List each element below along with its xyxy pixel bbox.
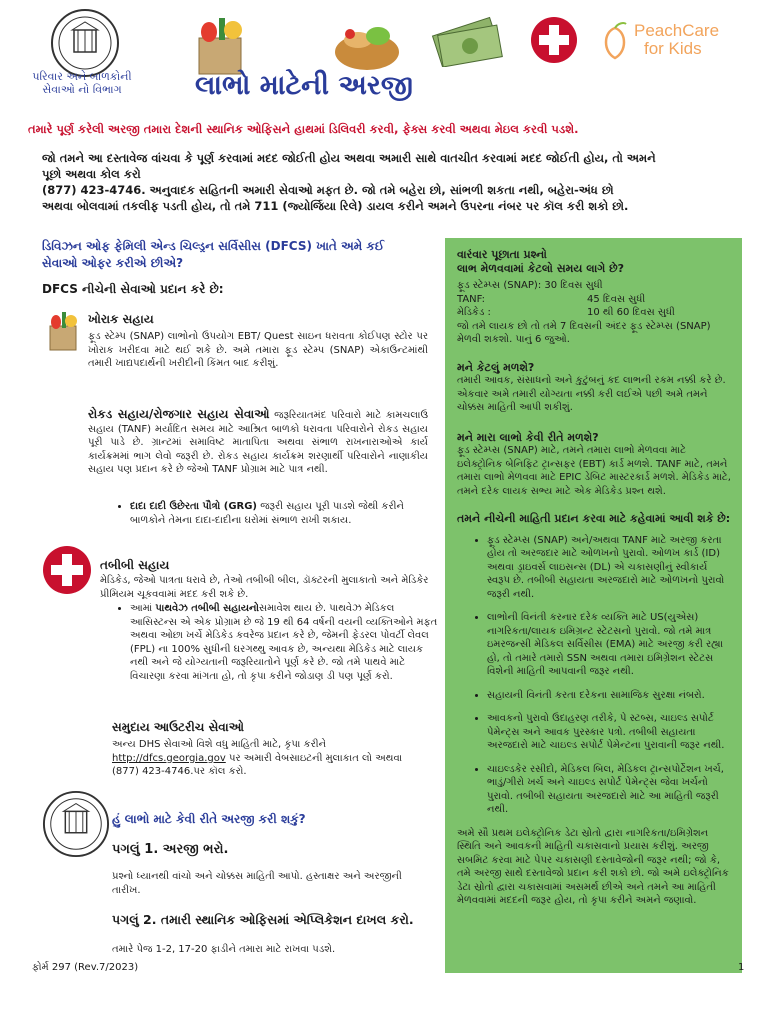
- help-line-4: અથવા બોલવામાં તકલીફ પડતી હોય, તો તમે 711 (જ્યોર્જિયા રિલે) ડાયલ કરીને અમને ઉપરના નંબર પર કૉલ કરી શકો છો.: [42, 199, 629, 213]
- food-assistance-text: ફૂડ સ્ટેમ્પ (SNAP) લાભોનો ઉપયોગ EBT/ Quest સાઇન ધરાવતા કોઈપણ સ્ટોર પર ખોરાક ખરીદવા માટે થઈ શકે છે. અમે તમારા ફૂડ સ્ટેમ્પ (SNAP) એકાઉન્ટમાંથી તમારી ખાદ્યપદાર્થની ખરીદીની કિંમત બાદ કરીશું.: [88, 331, 428, 369]
- faq-question-1: લાભ મેળવવામાં કેટલો સમય લાગે છે?: [457, 261, 625, 275]
- community-line-3: (877) 423-4746.પર કૉલ કરો.: [112, 766, 247, 777]
- medical-assistance-title: તબીબી સહાય: [100, 558, 170, 572]
- tanf-label: TANF:: [457, 293, 485, 305]
- cash-assistance-block: [88, 408, 428, 477]
- page-number: 1: [738, 962, 745, 973]
- faq-answer-3: ફૂડ સ્ટેમ્પ્સ (SNAP) માટે, તમને તમારા લાભો મેળવવા માટે ઇલેક્ટ્રોનિક બેનિફિટ ટ્રાન્સફર (EBT) કાર્ડ મળશે. TANF માટે, તમને તમારા લાભો મેળવવા માટે EPIC ડેબિટ માસ્ટરકાર્ડ મળશે. મેડિકેડ માટે, તમને દરેક લાયક સભ્ય માટે એક મેડિકેડ પ્રશ્ન થશે.: [457, 445, 731, 497]
- help-line-1: જો તમને આ દસ્તાવેજ વાંચવા કે પૂર્ણ કરવામાં મદદ જોઈતી હોય અથવા અમારી સાથે વાતચીત કરવામાં મદદ જોઈતી હોય, તો અમને: [42, 151, 656, 165]
- help-line-2: પૂછો અથવા કોલ કરો: [42, 167, 141, 181]
- medicaid-value: 10 થી 60 દિવસ સુધી: [587, 307, 675, 318]
- faq-question-4: તમને નીચેની માહિતી પ્રદાન કરવા માટે કહેવામાં આવી શકે છે:: [457, 512, 731, 525]
- food-assistance-title: ખોરાક સહાય: [88, 312, 154, 326]
- peachcare-logo: [600, 18, 750, 68]
- community-outreach-title: સમુદાય આઉટરીચ સેવાઓ: [112, 720, 244, 734]
- georgia-seal-top: [50, 8, 120, 78]
- required-info-item: • ફૂડ સ્ટેમ્પ્સ (SNAP) અને/અથવા TANF માટે અરજી કરતા હોય તો અરજદાર માટે ઓળખનો પુરાવો. ઓળખ કાર્ડ (ID) અથવા ડ્રાઇવર્સ લાઇસન્સ (DL) એ ચકાસણીનું સ્વીકાર્ય સ્વરૂપ છે. તબીબી સહાયતા અરજદારો માટે ઓળખનો પુરાવો જરૂરી નથી.: [487, 534, 732, 602]
- tanf-timeline: [457, 293, 732, 307]
- faq-heading: વારંવાર પૂછાતા પ્રશ્નો: [457, 248, 547, 261]
- peachcare-tagline: for Kids: [644, 39, 702, 58]
- faq-answer-1: જો તમે લાયક છો તો તમે 7 દિવસની અંદર ફૂડ સ્ટેમ્પ્સ (SNAP) મેળવી શકશો. પાનું 6 જુઓ.: [457, 320, 711, 345]
- required-info-item: • લાભોની વિનંતી કરનાર દરેક વ્યક્તિ માટે US(યુએસ) નાગરિકતા/લાયક ઇમિગ્રન્ટ સ્ટેટસનો પુરાવો. જો તમે માત્ર ઇમરજન્સી મેડિકલ સર્વિસીસ (EMA) માટે અરજી કરી રહ્યા હો, તો તમારે તમારો SSN અથવા તમારા ઇમિગ્રેશન સ્ટેટસ વિશેની માહિતી આપવાની જરૂર નથી.: [487, 611, 732, 679]
- medicaid-timeline: [457, 306, 732, 320]
- grg-bullet-title: દાદા દાદી ઉછેરતા પૌત્રો (GRG): [130, 501, 258, 512]
- how-to-apply-heading: હું લાભો માટે કેવી રીતે અરજી કરી શકું?: [112, 812, 306, 826]
- services-intro: DFCS નીચેની સેવાઓ પ્રદાન કરે છે:: [42, 282, 224, 296]
- cash-bullet-list: [112, 500, 440, 533]
- community-outreach-text: [112, 738, 422, 779]
- tanf-value: 45 દિવસ સુધી: [587, 293, 646, 305]
- faq-answer-2: તમારી આવક, સંસાધનો અને કુટુંબનું કદ લાભની રકમ નક્કી કરે છે. એકવાર અમે તમારી યોગ્યતા નક્કી કરી લઈએ પછી અમે તમને ચોક્કસ માહિતી આપી શકીશું.: [457, 375, 726, 413]
- pathways-bullet-title: પાથવેઝ તબીબી સહાયનો: [155, 603, 259, 614]
- grg-bullet-text: જરૂરી સહાય પૂરી પાડશે જેથી કરીને બાળકોને તેમના દાદા-દાદીના ઘરોમાં સંભાળ રાખી શકાય.: [130, 501, 404, 526]
- faq-question-3: મને મારા લાભો કેવી રીતે મળશે?: [457, 430, 599, 444]
- snap-timeline: ફૂડ સ્ટેમ્પ્સ (SNAP): 30 દિવસ સુધી: [457, 280, 603, 291]
- required-info-list: [457, 534, 732, 817]
- pathways-bullet-pre: આમાં: [130, 603, 153, 614]
- services-heading: ડિવિઝન ઓફ ફેમિલી એન્ડ ચિલ્ડ્રન સર્વિસીસ (DFCS) ખાતે અમે કઈ સેવાઓ ઓફર કરીએ છીએ?: [42, 239, 385, 270]
- dfcs-website-link[interactable]: http://dfcs.georgia.gov: [112, 752, 226, 764]
- grg-bullet: [130, 500, 440, 527]
- medical-cross-icon: [530, 16, 578, 64]
- form-number: ફોર્મ 297 (Rev.7/2023): [32, 962, 139, 973]
- department-name: પરિવાર અને બાળકોની સેવાઓ નો વિભાગ: [32, 70, 132, 96]
- community-line-1: અન્ય DHS સેવાઓ વિશે વધુ માહિતી માટે, કૃપા કરીને: [112, 739, 327, 750]
- medical-assistance-text: મેડિકેડ, જેઓ પાત્રતા ધરાવે છે, તેઓ તબીબી બીલ, ડૉક્ટરની મુલાકાતો અને મેડિકેર પ્રીમિયમ ચૂકવવામાં મદદ કરી શકે છે.: [100, 575, 429, 600]
- medicaid-label: મેડિકેડ :: [457, 307, 491, 318]
- delivery-notice: તમારે પૂર્ણ કરેલી અરજી તમારા દેશની સ્થાનિક ઓફિસને હાથમાં ડિલિવરી કરવી, ફેક્સ કરવી અથવા મેઇલ કરવી પડશે.: [28, 122, 579, 136]
- step-1-text: પ્રશ્નો ધ્યાનથી વાંચો અને ચોક્કસ માહિતી આપો. હસ્તાક્ષર અને અરજીની તારીખ.: [112, 871, 402, 896]
- grocery-bag-icon: [185, 12, 255, 77]
- faq-panel: [445, 238, 745, 973]
- grocery-bag-small-icon: [44, 310, 82, 352]
- page-title: લાભો માટેની અરજી: [195, 70, 413, 101]
- peachcare-name: PeachCare: [634, 21, 720, 40]
- medical-cross-small-icon: [42, 545, 92, 595]
- step-1-title: પગલું 1. અરજી ભરો.: [112, 842, 229, 857]
- help-line-3: (877) 423-4746. અનુવાદક સહિતની અમારી સેવાઓ મફત છે. જો તમે બહેરા છો, સાંભળી શકતા નથી, બહેરા-અંધ છો: [42, 183, 614, 197]
- cash-assistance-text: જરૂરિયાતમંદ પરિવારો માટે કામચલાઉ સહાય (TANF) મર્યાદિત સમય માટે આશ્રિત બાળકો ધરાવતા પરિવારોને રોકડ સહાય પૂરી પાડે છે. ગ્રાન્ટમાં સમાવિષ્ટ માતાપિતા અથવા સંભાળ રાખનારાઓએ કાર્ય કાર્યક્રમમાં ભાગ લેવો જરૂરી છે. રોકડ સહાય કાર્યક્રમ શરણાર્થી પરિવારોને નાણાકીય સહાય પણ પ્રદાન કરે છે જેઓ TANF પ્રોગ્રામ માટે પાત્ર નથી.: [88, 410, 428, 475]
- required-info-item: • ચાઇલ્ડકેર રસીદો, મેડિકલ બિલ, મેડિકલ ટ્રાન્સપોર્ટેશન ખર્ચ, ભાડું/ગીરો ખર્ચ અને ચાઇલ્ડ સપોર્ટ પેમેન્ટ્સ જેવા ખર્ચનો પુરાવો. તબીબી સહાયતા અરજદારો માટે આ માહિતી જરૂરી નથી.: [487, 763, 732, 817]
- bread-basket-icon: [330, 14, 405, 74]
- help-notice: [42, 150, 742, 214]
- medical-bullet-list: [112, 602, 440, 689]
- money-icon: [430, 12, 505, 67]
- verification-note: અમે સૌ પ્રથમ ઇલેક્ટ્રોનિક ડેટા સ્રોતો દ્વારા નાગરિકતા/ઇમિગ્રેશન સ્થિતિ અને આવકની માહિતી ચકાસવાનો પ્રયાસ કરીશું. અરજી સબમિટ કરવા માટે પેપર ચકાસણી દસ્તાવેજોની જરૂર નથી; જો કે, તમે અરજી સાથે દસ્તાવેજો પ્રદાન કરી શકો છો. જો અમે ઇલેક્ટ્રોનિક ડેટા સ્રોતો દ્વારા ચકાસવામાં અસમર્થ છીએ અને તમને આ માહિતી મેળવવામાં મદદની જરૂર હોય, તો કૃપા કરીને અમને જણાવો.: [457, 827, 729, 906]
- community-line-2: પર અમારી વેબસાઇટની મુલાકાત લો અથવા: [228, 752, 403, 764]
- required-info-item: • સહાયની વિનંતી કરતા દરેકના સામાજિક સુરક્ષા નંબરો.: [487, 689, 732, 703]
- step-2-title: પગલું 2. તમારી સ્થાનિક ઓફિસમાં એપ્લિકેશન દાખલ કરો.: [112, 912, 414, 927]
- faq-question-2: મને કેટલું મળશે?: [457, 360, 535, 374]
- cash-assistance-title: રોકડ સહાય/રોજગાર સહાય સેવાઓ: [88, 407, 270, 421]
- step-2-text: તમારે પેજ 1-2, 17-20 ફાડીને તમારા માટે રાખવા પડશે.: [112, 944, 336, 955]
- pathways-bullet-text: સમાવેશ થાય છે. પાથવેઝ મેડિકલ આસિસ્ટન્સ એ એક પ્રોગ્રામ છે જે 19 થી 64 વર્ષની વયની વ્યક્તિઓને મફત અથવા ઓછા ખર્ચે મેડિકેડ કવરેજ પ્રદાન કરે છે, જેમની ફેડરલ પોવર્ટી લેવલ (FPL) ના 100% સુધીની ઘરગથ્થુ આવક છે, અન્યથા મેડિકેડ માટે લાયક નથી અને જે યોગ્યતાની જરૂરિયાતોને પૂર્ણ કરે છે. જો તમે પાથવે માટે વિચારણા કરવા માંગતા હો, તો કૃપા કરીને જોડાણ ડી પણ પૂર્ણ કરો.: [130, 603, 438, 682]
- pathways-bullet: [130, 602, 440, 683]
- georgia-seal-bottom: [42, 790, 110, 858]
- required-info-item: • આવકનો પુરાવો ઉદાહરણ તરીકે, પે સ્ટબ્સ, ચાઇલ્ડ સપોર્ટ પેમેન્ટ્સ અને આવક પુરસ્કાર પત્રો. તબીબી સહાયતા અરજદારો માટે ચાઇલ્ડ સપોર્ટ પેમેન્ટના પુરાવાની જરૂર નથી.: [487, 712, 732, 753]
